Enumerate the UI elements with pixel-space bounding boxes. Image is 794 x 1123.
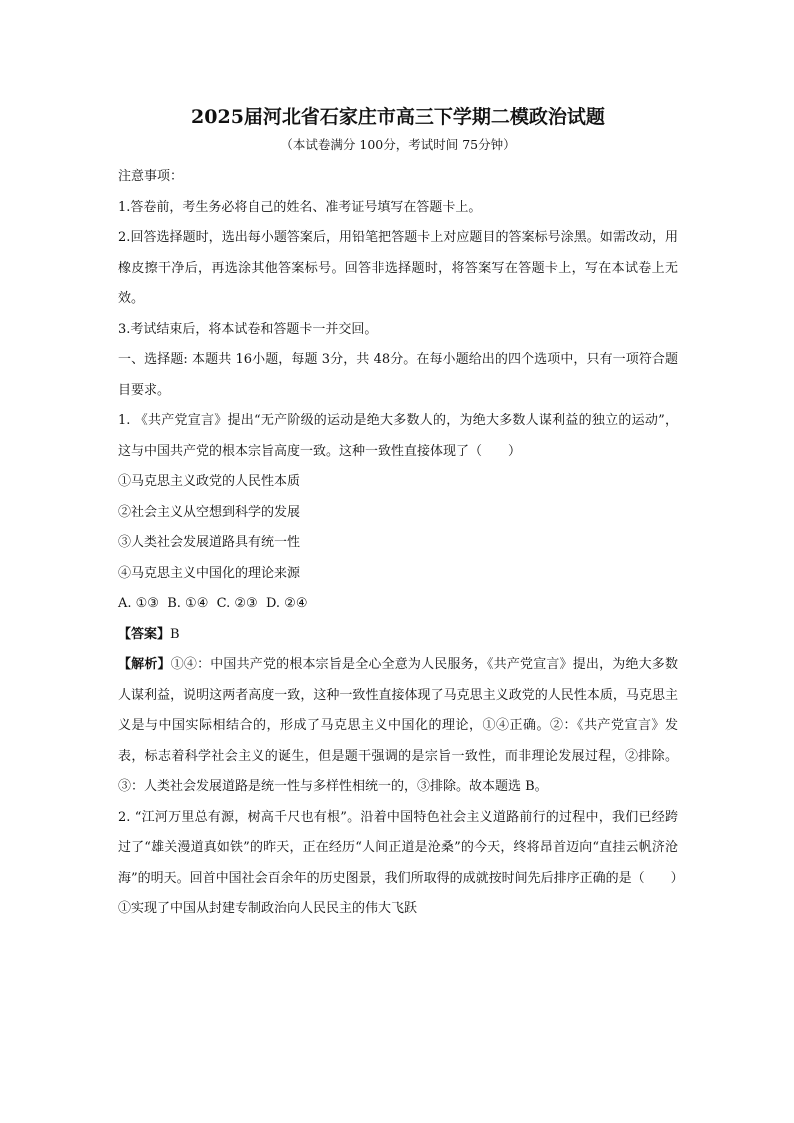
- question-1-answer: [118, 620, 678, 651]
- exam-subtitle: （本试卷满分 100分，考试时间 75分钟）: [280, 137, 516, 152]
- question-1-option: ②社会主义从空想到科学的发展: [118, 504, 301, 520]
- notice-item: 3.考试结束后，将本试卷和答题卡一并交回。: [118, 321, 378, 337]
- notice-heading: 注意事项：: [118, 169, 184, 184]
- question-1-option: ①马克思主义政党的人民性本质: [118, 474, 301, 489]
- answer-label: 【答案】: [118, 626, 171, 642]
- question-1-choices: A. ①③ B. ①④ C. ②③ D. ②④: [118, 596, 308, 611]
- answer-value: B: [170, 626, 180, 642]
- question-1-option: ③人类社会发展道路具有统一性: [118, 535, 301, 550]
- notice-item: 1.答卷前，考生务必将自己的姓名、准考证号填写在答题卡上。: [118, 199, 482, 215]
- question-2-option: ①实现了中国从封建专制政治向人民民主的伟大飞跃: [118, 901, 418, 916]
- analysis-text: ①④：中国共产党的根本宗旨是全心全意为人民服务，《共产党宣言》提出，为绝大多数人谋利益，说明这两者高度一致，这种一致性直接体现了马克思主义政党的人民性本质，马克思主义是与中国实际相结合的，形成了马克思主义中国化的理论，①④正确。②：《共产党宣言》发表，标志着科学社会主义的诞生，但是题干强调的是宗旨一致性，而非理论发展过程，②排除。③：人类社会发展道路是统一性与多样性相统一的，③排除。故本题选 B。: [118, 657, 678, 794]
- notice-item: 2.回答选择题时，选出每小题答案后，用铅笔把答题卡上对应题目的答案标号涂黑。如需改动，用橡皮擦干净后，再选涂其他答案标号。回答非选择题时，将答案写在答题卡上，写在本试卷上无效。: [118, 230, 678, 306]
- section-heading: 一、选择题: 本题共 16小题，每题 3分，共 48分。在每小题给出的四个选项中，只有一项符合题目要求。: [118, 352, 678, 398]
- page-title: 2025届河北省石家庄市高三下学期二模政治试题: [191, 106, 605, 128]
- question-1-stem: 1. 《共产党宣言》提出“无产阶级的运动是绝大多数人的，为绝大多数人谋利益的独立的运动”，这与中国共产党的根本宗旨高度一致。这种一致性直接体现了（ ）: [118, 413, 678, 459]
- question-2-stem: 2. “江河万里总有源，树高千尺也有根”。沿着中国特色社会主义道路前行的过程中，我们已经跨过了“雄关漫道真如铁”的昨天，正在经历“人间正道是沧桑”的今天，终将昂首迈向“直挂云帆济沧海”的明天。回首中国社会百余年的历史图景，我们所取得的成就按时间先后排序正确的是（ ）: [118, 809, 684, 886]
- analysis-label: 【解析】: [118, 657, 171, 672]
- page-content: [118, 100, 684, 925]
- question-1-analysis: [118, 650, 678, 803]
- question-1-option: ④马克思主义中国化的理论来源: [118, 565, 301, 581]
